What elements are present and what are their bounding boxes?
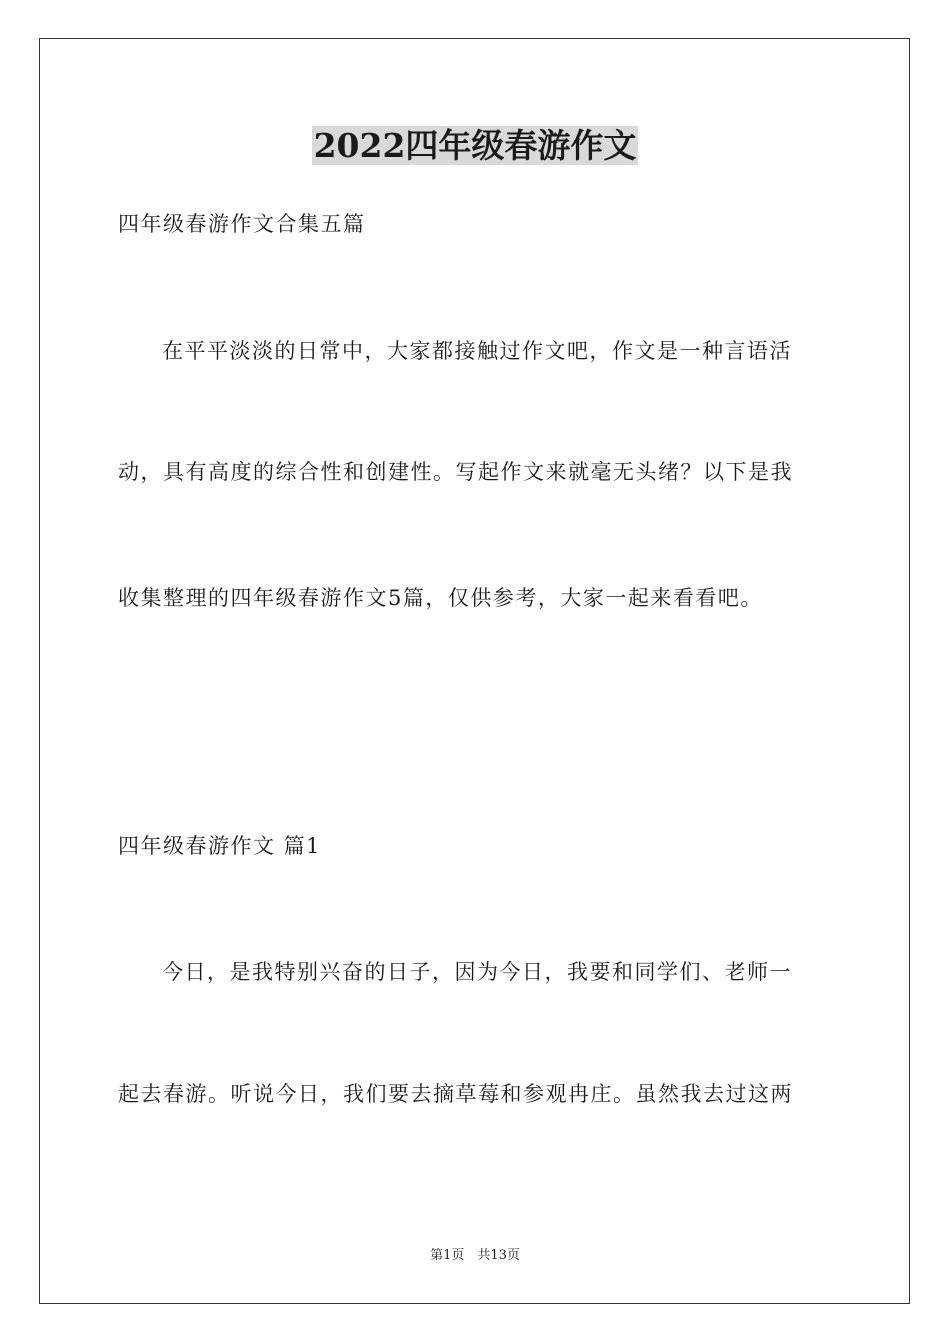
- document-subtitle: 四年级春游作文合集五篇: [118, 212, 366, 236]
- document-title: [0, 124, 950, 168]
- body-line-1: 今日，是我特别兴奋的日子，因为今日，我要和同学们、老师一: [162, 960, 792, 984]
- intro-line-1: 在平平淡淡的日常中，大家都接触过作文吧，作文是一种言语活: [162, 339, 792, 363]
- document-title-text: 2022四年级春游作文: [313, 126, 637, 165]
- page-footer: 第1页 共13页: [430, 1248, 520, 1263]
- section-heading: 四年级春游作文 篇1: [118, 834, 322, 858]
- intro-line-2: 动，具有高度的综合性和创建性。写起作文来就毫无头绪？以下是我: [118, 460, 793, 484]
- intro-line-3: 收集整理的四年级春游作文5篇，仅供参考，大家一起来看看吧。: [118, 586, 763, 610]
- body-line-2: 起去春游。听说今日，我们要去摘草莓和参观冉庄。虽然我去过这两: [118, 1082, 793, 1106]
